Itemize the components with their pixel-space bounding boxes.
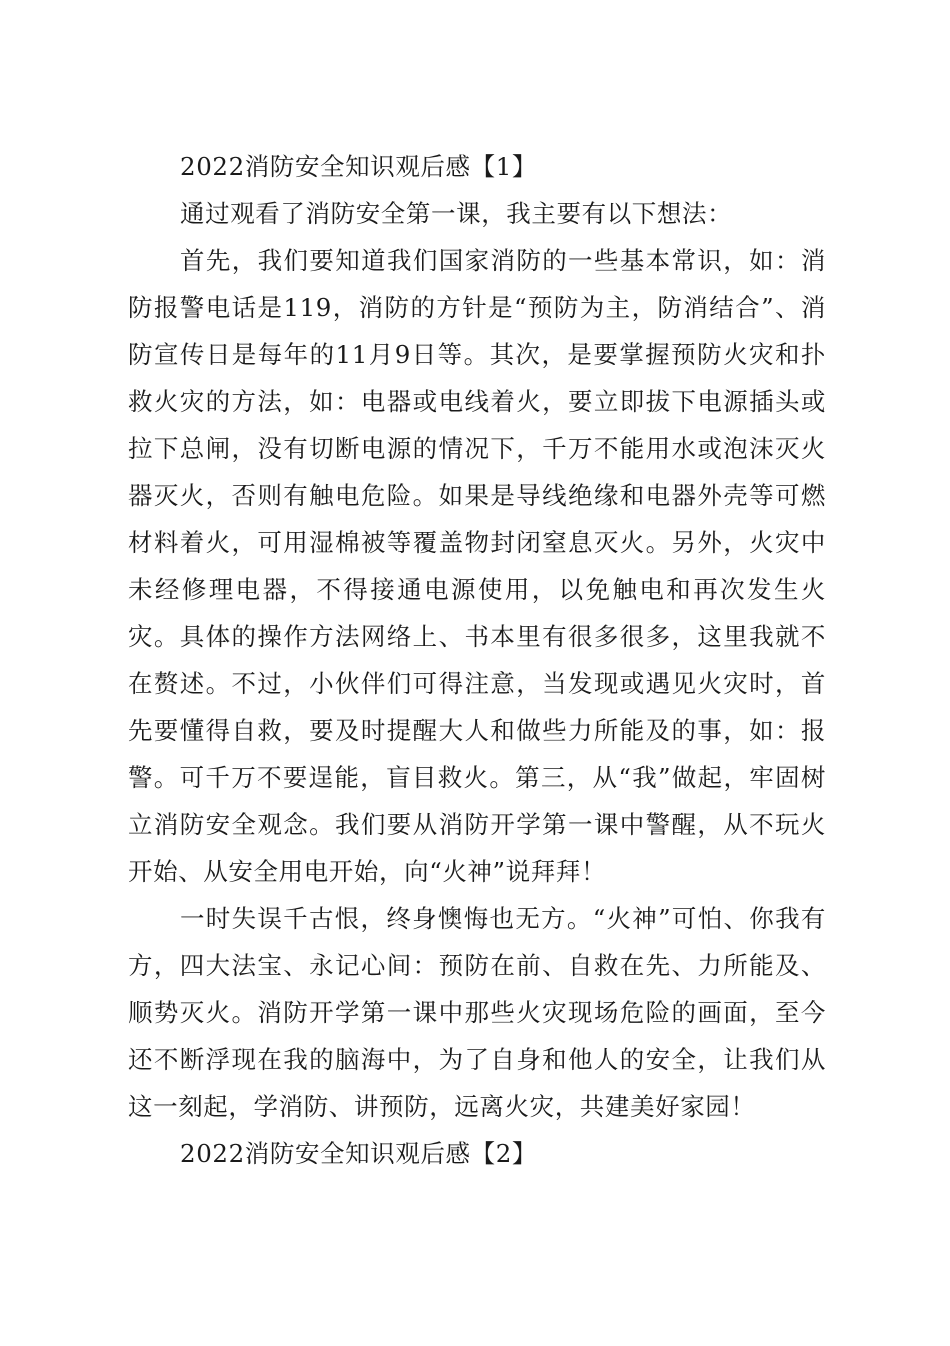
intro-paragraph: 通过观看了消防安全第一课，我主要有以下想法： [180,199,733,228]
document-body [128,143,826,1177]
body-paragraph-knowledge: 首先，我们要知道我们国家消防的一些基本常识，如：消防报警电话是119，消防的方针是“预防为主，防消结合”、消防宣传日是每年的11月9日等。其次，是要掌握预防火灾和扑救火灾的方法，如：电器或电线着火，要立即拔下电源插头或拉下总闸，没有切断电源的情况下，千万不能用水或泡沫灭火器灭火，否则有触电危险。如果是导线绝缘和电器外壳等可燃材料着火，可用湿棉被等覆盖物封闭窒息灭火。另外，火灾中未经修理电器，不得接通电源使用，以免触电和再次发生火灾。具体的操作方法网络上、书本里有很多很多，这里我就不在赘述。不过，小伙伴们可得注意，当发现或遇见火灾时，首先要懂得自救，要及时提醒大人和做些力所能及的事，如：报警。可千万不要逞能，盲目救火。第三，从“我”做起，牢固树立消防安全观念。我们要从消防开学第一课中警醒，从不玩火开始、从安全用电开始，向“火神”说拜拜！ [128,246,826,886]
body-paragraph-conclusion: 一时失误千古恨，终身懊悔也无方。“火神”可怕、你我有方，四大法宝、永记心间：预防在前、自救在先、力所能及、顺势灭火。消防开学第一课中那些火灾现场危险的画面，至今还不断浮现在我的脑海中，为了自身和他人的安全，让我们从这一刻起，学消防、讲预防，远离火灾，共建美好家园！ [128,904,826,1121]
section-heading-2: 2022消防安全知识观后感【2】 [180,1139,538,1168]
section-heading-1: 2022消防安全知识观后感【1】 [180,152,538,181]
